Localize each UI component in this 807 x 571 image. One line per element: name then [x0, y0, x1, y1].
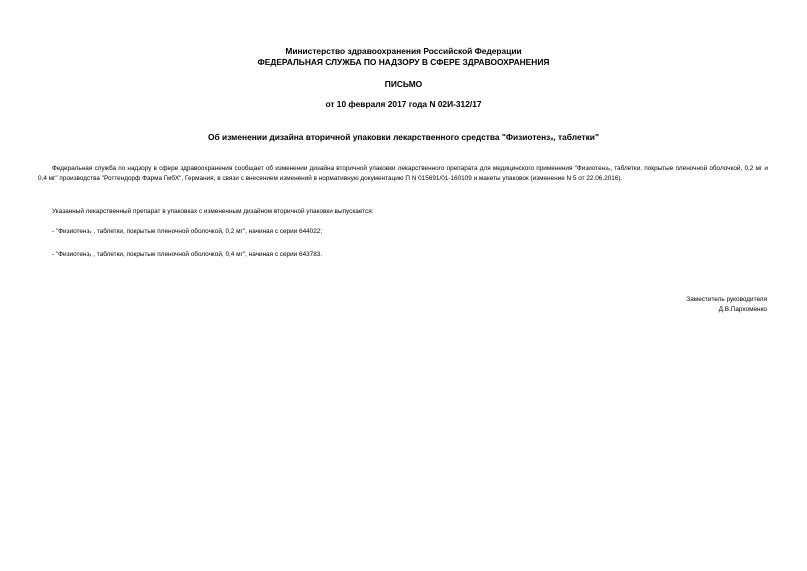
main-paragraph	[38, 164, 768, 183]
signature-name: Д.В.Пархоменко	[718, 306, 767, 313]
document-subject: Об изменении дизайна вторичной упаковки лекарственного средства "Физиотензₓ, таблетки"	[208, 132, 599, 142]
ministry-heading: Министерство здравоохранения Российской Федерации	[285, 46, 522, 56]
paragraph-release: Указанный лекарственный препарат в упаковках с измененным дизайном вторичной упаковки выпускается:	[52, 208, 374, 215]
service-heading: ФЕДЕРАЛЬНАЯ СЛУЖБА ПО НАДЗОРУ В СФЕРЕ ЗДРАВООХРАНЕНИЯ	[257, 57, 550, 67]
document-date-number: от 10 февраля 2017 года N 02И-312/17	[325, 99, 482, 109]
signature-position: Заместитель руководителя	[686, 296, 767, 303]
list-item-0-4mg: - "Физиотензₓ , таблетки, покрытые пленочной оболочкой, 0,4 мг", начиная с серии 643783.	[52, 251, 323, 258]
paragraph-notice: Федеральная служба по надзору в сфере здравоохранения сообщает об изменении дизайна вторичной упаковки лекарственного препарата для медицинского применения "Физиотензₓ, таблетки, покрытые пленочной оболочкой, 0,2 мг и 0,4 мг" производства "Роттендорф Фарма ГмбХ", Германия, в связи с внесением изменений в нормативную документацию П N 015691/01-160109 и макеты упаковок (изменение N 5 от 22.06.2016).	[38, 165, 768, 182]
release-paragraph	[38, 207, 768, 217]
document-type: ПИСЬМО	[384, 79, 423, 89]
list-item-0-2mg: - "Физиотензₓ , таблетки, покрытые пленочной оболочкой, 0,2 мг", начиная с серии 644022;	[52, 228, 323, 235]
